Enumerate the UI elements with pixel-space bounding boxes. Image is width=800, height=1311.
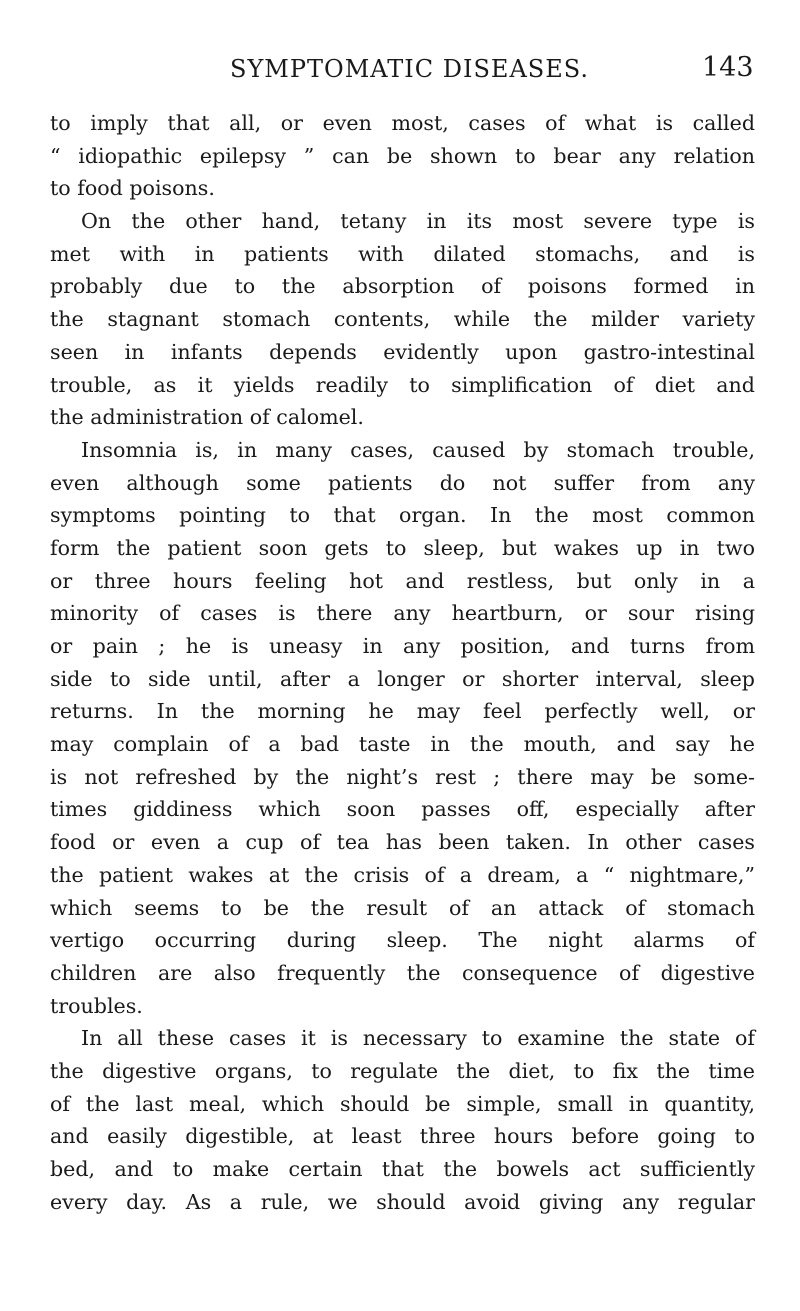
- running-head: SYMPTOMATIC DISEASES.: [230, 55, 589, 83]
- text-line: symptoms pointing to that organ. In the most common: [50, 503, 755, 528]
- text-line: is not refreshed by the night’s rest ; there may be some-: [50, 764, 755, 789]
- text-line: vertigo occurring during sleep. The night alarms of: [50, 928, 755, 953]
- text-line: every day. As a rule, we should avoid giving any regular: [50, 1189, 755, 1214]
- text-line: the stagnant stomach contents, while the milder variety: [50, 307, 755, 332]
- text-line: food or even a cup of tea has been taken. In other cases: [50, 830, 755, 855]
- text-line: the administration of calomel.: [50, 405, 364, 430]
- text-line: “ idiopathic epilepsy ” can be shown to bear any relation: [50, 143, 755, 168]
- text-line: even although some patients do not suffer from any: [50, 470, 755, 495]
- text-line: and easily digestible, at least three hours before going to: [50, 1124, 755, 1149]
- text-line: trouble, as it yields readily to simplification of diet and: [50, 372, 755, 397]
- text-line: may complain of a bad taste in the mouth, and say he: [50, 732, 755, 757]
- text-line: the patient wakes at the crisis of a dream, a “ nightmare,”: [50, 862, 755, 887]
- text-line: or three hours feeling hot and restless, but only in a: [50, 568, 755, 593]
- text-line: side to side until, after a longer or shorter interval, sleep: [50, 666, 755, 691]
- text-line: seen in infants depends evidently upon gastro-intestinal: [50, 339, 755, 364]
- text-line: which seems to be the result of an attack of stomach: [50, 895, 755, 920]
- body-text: [50, 107, 755, 1218]
- text-line: troubles.: [50, 993, 143, 1018]
- page-number: 143: [702, 52, 754, 83]
- text-line: to imply that all, or even most, cases of what is called: [50, 111, 755, 135]
- text-line: Insomnia is, in many cases, caused by stomach trouble,: [81, 437, 755, 462]
- text-line: met with in patients with dilated stomachs, and is: [50, 241, 755, 266]
- paragraph: [50, 107, 755, 205]
- text-line: On the other hand, tetany in its most severe type is: [81, 209, 755, 234]
- text-line: returns. In the morning he may feel perfectly well, or: [50, 699, 755, 724]
- text-line: In all these cases it is necessary to examine the state of: [81, 1026, 755, 1051]
- paragraph: [50, 1022, 755, 1218]
- text-line: bed, and to make certain that the bowels act sufficiently: [50, 1157, 755, 1181]
- text-line: to food poisons.: [50, 176, 215, 201]
- paragraph: [50, 205, 755, 434]
- paragraph: [50, 434, 755, 1022]
- text-line: minority of cases is there any heartburn, or sour rising: [50, 601, 755, 626]
- text-line: children are also frequently the consequence of digestive: [50, 960, 755, 985]
- text-line: probably due to the absorption of poisons formed in: [50, 274, 755, 299]
- text-line: times giddiness which soon passes off, especially after: [50, 797, 755, 822]
- text-line: the digestive organs, to regulate the diet, to fix the time: [50, 1058, 755, 1083]
- text-line: or pain ; he is uneasy in any position, and turns from: [50, 634, 755, 658]
- text-line: form the patient soon gets to sleep, but wakes up in two: [50, 535, 755, 560]
- text-line: of the last meal, which should be simple, small in quantity,: [50, 1091, 755, 1116]
